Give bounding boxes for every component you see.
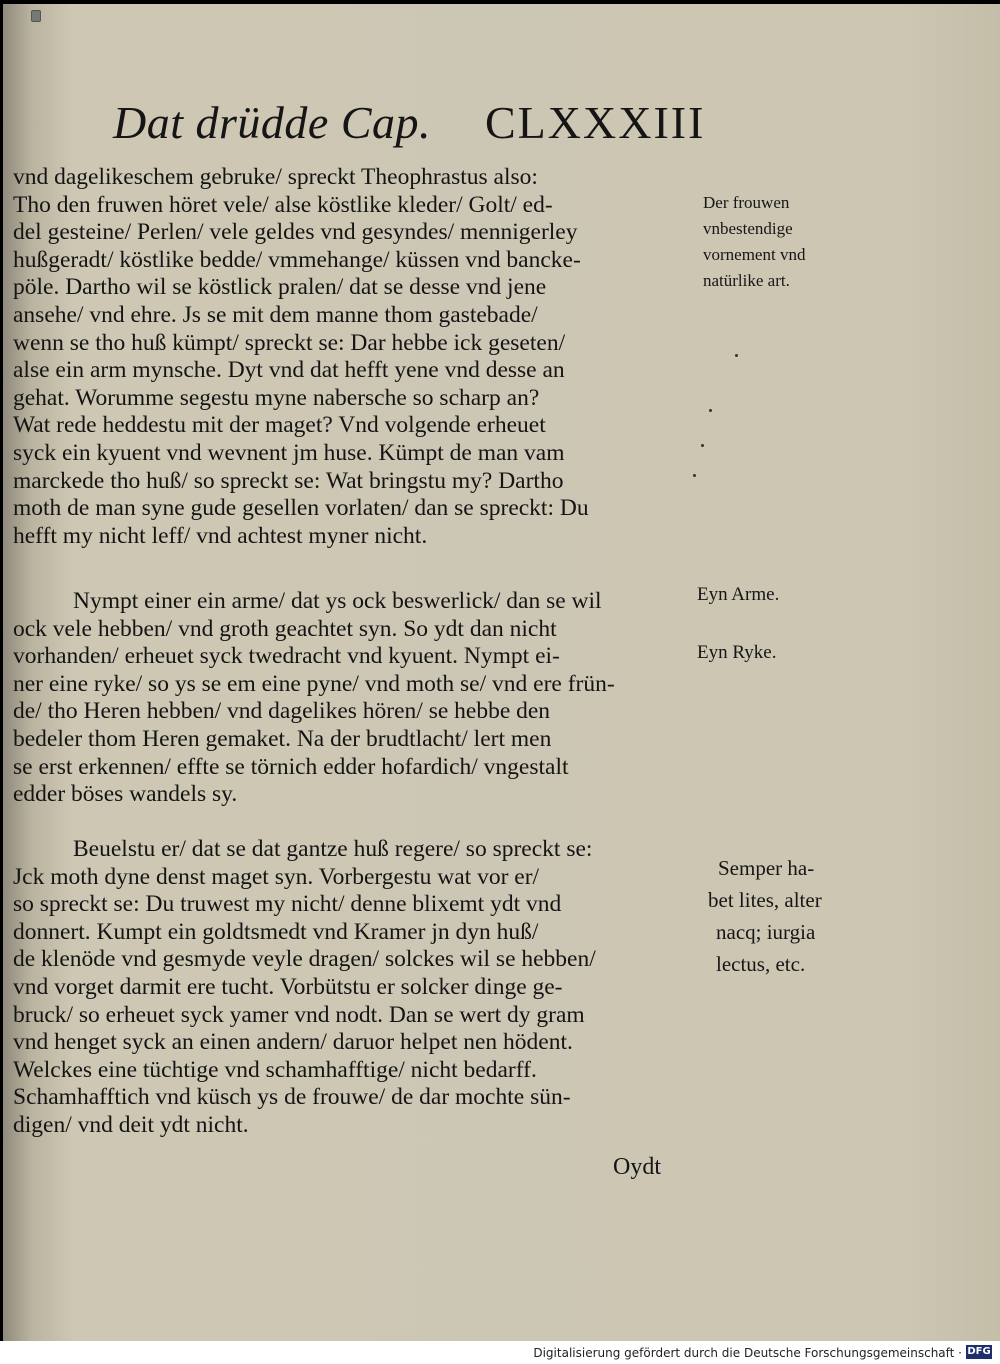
text-line: vnd dagelikeschem gebruke/ spreckt Theophrastus also: [13, 164, 538, 190]
text-line: vnd vorget darmit ere tucht. Vorbütstu er solcker dinge ge- [13, 973, 563, 1000]
text-line: so spreckt se: Du truwest my nicht/ denne blixemt ydt vnd [13, 891, 562, 918]
text-line: pöle. Dartho wil se köstlick pralen/ dat se desse vnd jene [13, 274, 547, 301]
text-line: edder böses wandels sy. [13, 781, 238, 808]
text-line: del gesteine/ Perlen/ vele geldes vnd gesyndes/ mennigerley [13, 219, 578, 246]
text-line: Welckes eine tüchtige vnd schamhafftige/ nicht bedarff. [13, 1056, 537, 1083]
text-line: digen/ vnd deit ydt nicht. [13, 1111, 249, 1138]
paragraph-1 [13, 164, 693, 550]
text-line: Beuelstu er/ dat se dat gantze huß regere/ so spreckt se: [73, 836, 593, 862]
text-line: hefft my nicht leff/ vnd achtest myner nicht. [13, 522, 428, 549]
margin-note-line: vornement vnd [703, 245, 806, 264]
margin-note-arme: Eyn Arme. [697, 584, 780, 605]
chapter-title: Dat drüdde Cap. [113, 97, 431, 148]
ink-speck [693, 474, 696, 477]
text-line: ock vele hebben/ vnd groth geachtet syn. So ydt dan nicht [13, 615, 557, 642]
margin-note-line: vnbestendige [703, 219, 793, 238]
ink-speck [709, 409, 712, 412]
margin-note-latin [708, 852, 822, 980]
text-line: Jck moth dyne denst maget syn. Vorbergestu wat vor er/ [13, 863, 540, 890]
text-line: Nympt einer ein arme/ dat ys ock beswerlick/ dan se wil [73, 588, 602, 614]
running-header [113, 96, 706, 166]
text-line: de/ tho Heren hebben/ vnd dagelikes hören/ se hebbe den [13, 698, 551, 725]
ink-speck [735, 354, 738, 357]
margin-note-1 [703, 190, 805, 294]
text-line: Wat rede heddestu mit der maget? Vnd volgende erheuet [13, 412, 546, 439]
digitization-footer [0, 1341, 1000, 1364]
text-line: moth de man syne gude gesellen vorlaten/ dan se spreckt: Du [13, 495, 589, 522]
text-line: marckede tho huß/ so spreckt se: Wat bringstu my? Dartho [13, 467, 564, 494]
margin-note-line: bet lites, alter [708, 888, 822, 912]
text-line: donnert. Kumpt ein goldtsmedt vnd Kramer jn dyn huß/ [13, 918, 539, 945]
margin-note-line: natürlike art. [703, 271, 790, 290]
text-line: bruck/ so erheuet syck yamer vnd nodt. Dan se wert dy gram [13, 1001, 585, 1028]
paragraph-2 [13, 588, 693, 809]
text-line: ner eine ryke/ so ys se em eine pyne/ vnd moth se/ vnd ere frün- [13, 670, 615, 697]
folio-number: CLXXXIII [485, 97, 706, 148]
margin-note-line: lectus, etc. [716, 952, 806, 976]
paragraph-3 [13, 836, 693, 1140]
ink-speck [701, 444, 704, 447]
text-line: gehat. Worumme segestu myne naberschе so scharp an? [13, 384, 540, 411]
dfg-logo: DFG [967, 1346, 991, 1357]
page-corner-mark [31, 10, 41, 22]
margin-note-line: nacq; iurgia [716, 920, 816, 944]
catchword: Oydt [613, 1154, 661, 1180]
text-line: alse ein arm mynsche. Dyt vnd dat hefft yene vnd desse an [13, 357, 565, 384]
text-line: bedeler thom Heren gemaket. Na der brudtlacht/ lert men [13, 725, 552, 752]
text-line: hußgeradt/ köstlike bedde/ vmmehange/ küssen vnd bancke- [13, 246, 581, 273]
text-line: vnd henget syck an einen andern/ daruor helpet nen hödent. [13, 1029, 573, 1056]
text-line: syck ein kyuent vnd wevnent jm huse. Kümpt de man vam [13, 439, 565, 466]
book-page [3, 4, 1000, 1341]
margin-note-line: Der frouwen [703, 193, 790, 212]
text-line: Tho den fruwen höret vele/ alse köstlike kleder/ Golt/ ed- [13, 191, 553, 218]
funding-credit: Digitalisierung gefördert durch die Deutsche Forschungsgemeinschaft · [533, 1346, 962, 1360]
text-line: se erst erkennen/ effte se törnich edder hofardich/ vngestalt [13, 753, 569, 780]
text-line: ansehe/ vnd ehre. Js se mit dem manne thom gastebade/ [13, 301, 538, 328]
margin-note-line: Semper ha- [718, 856, 815, 880]
margin-note-ryke: Eyn Ryke. [697, 642, 777, 663]
text-line: Schamhafftich vnd küsch ys de frouwe/ de dar mochte sün- [13, 1084, 571, 1111]
text-line: vorhanden/ erheuet syck twedracht vnd kyuent. Nympt ei- [13, 643, 560, 670]
text-line: de klenöde vnd gesmyde veyle dragen/ solckes wil se hebben/ [13, 946, 596, 973]
text-line: wenn se tho huß kümpt/ spreckt se: Dar hebbe ick geseten/ [13, 329, 566, 356]
